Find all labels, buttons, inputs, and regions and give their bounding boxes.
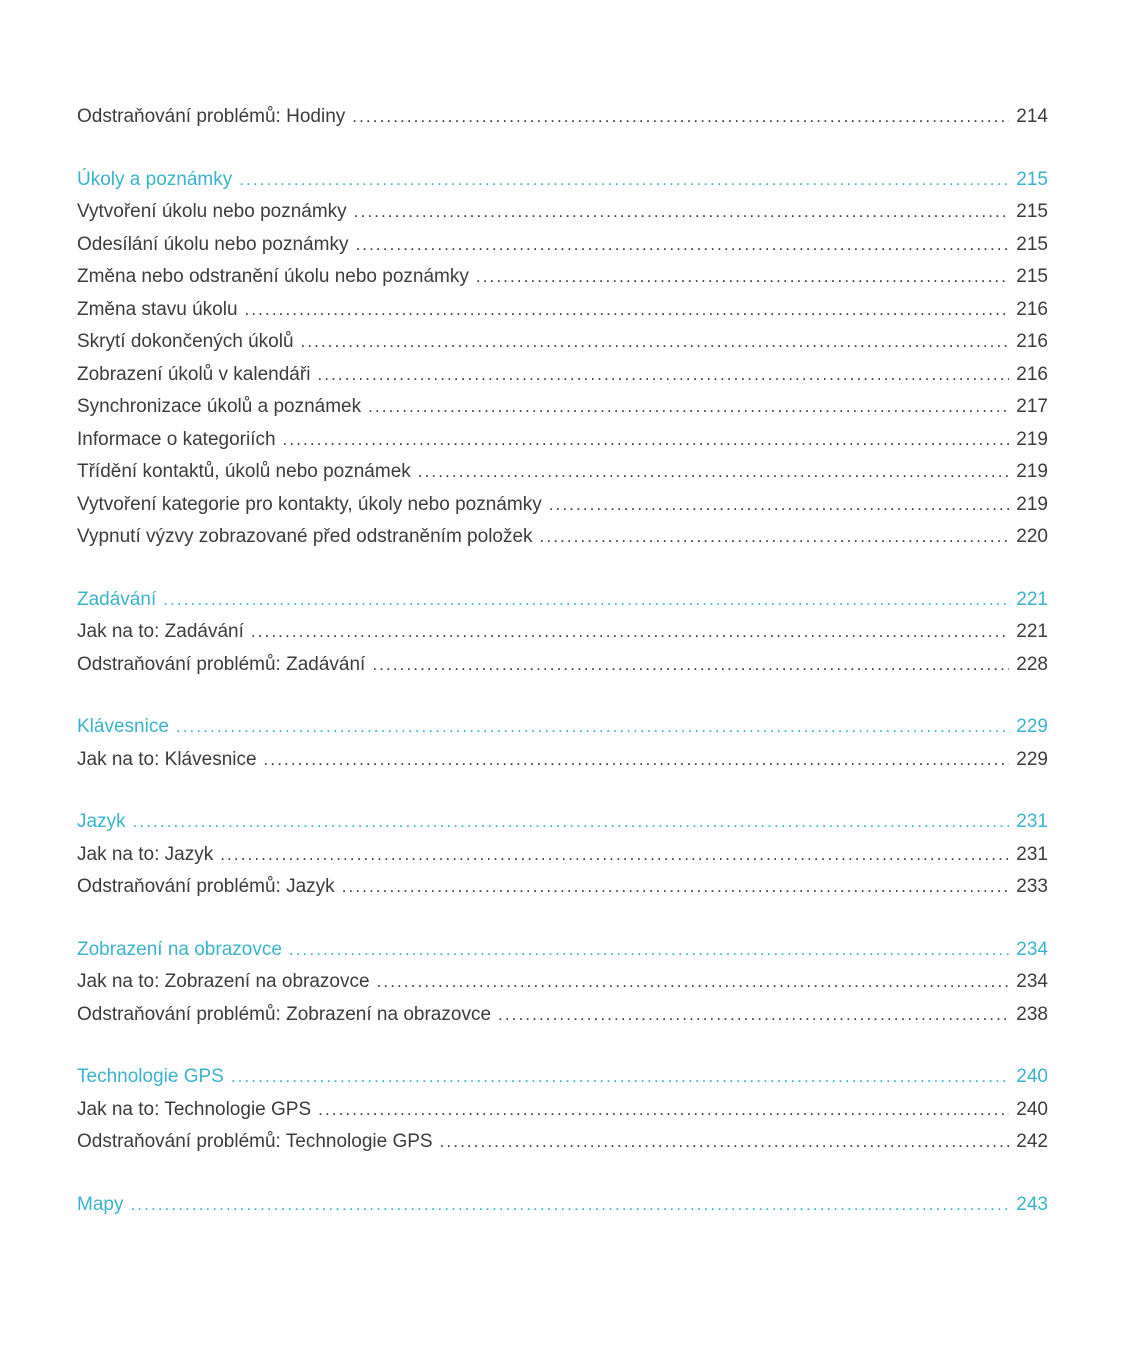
toc-entry-page: 219	[1016, 428, 1048, 450]
toc-entry-page: 220	[1016, 526, 1048, 547]
toc-section	[77, 1189, 1048, 1222]
toc-entry-page: 234	[1016, 938, 1048, 960]
toc-entry-label: Změna stavu úkolu	[77, 298, 238, 320]
toc-chapter-heading[interactable]	[77, 1061, 1048, 1094]
toc-leader-dots	[318, 1094, 1009, 1127]
toc-section	[77, 101, 1048, 134]
toc-leader-dots	[163, 584, 1009, 617]
toc-leader-dots	[220, 839, 1009, 872]
toc-entry-page: 228	[1016, 653, 1048, 675]
toc-entry[interactable]	[77, 391, 1048, 424]
toc-chapter-heading[interactable]	[77, 164, 1048, 197]
toc-leader-dots	[498, 999, 1009, 1032]
toc-entry-page: 215	[1016, 233, 1048, 255]
toc-entry-label: Odesílání úkolu nebo poznámky	[77, 233, 349, 255]
toc-leader-dots	[540, 521, 1009, 554]
toc-entry[interactable]	[77, 229, 1048, 262]
toc-entry-page: 240	[1016, 1066, 1048, 1087]
toc-entry[interactable]	[77, 424, 1048, 457]
toc-entry-label: Mapy	[77, 1193, 124, 1215]
toc-entry-page: 215	[1016, 168, 1048, 190]
toc-entry-label: Technologie GPS	[77, 1066, 224, 1087]
toc-leader-dots	[245, 294, 1009, 327]
toc-leader-dots	[418, 456, 1009, 489]
toc-leader-dots	[283, 424, 1009, 457]
toc-entry-page: 221	[1016, 588, 1048, 610]
toc-entry-label: Vypnutí výzvy zobrazované před odstraněním položek	[77, 526, 533, 547]
toc-entry-label: Jak na to: Jazyk	[77, 843, 214, 865]
toc-entry[interactable]	[77, 649, 1048, 682]
toc-chapter-heading[interactable]	[77, 934, 1048, 967]
toc-entry-page: 216	[1016, 363, 1048, 385]
toc-entry-page: 217	[1016, 396, 1048, 417]
toc-entry-label: Úkoly a poznámky	[77, 168, 233, 190]
toc-entry-page: 214	[1016, 106, 1048, 127]
toc-section	[77, 164, 1048, 554]
toc-entry-label: Vytvoření úkolu nebo poznámky	[77, 201, 347, 222]
toc-entry-page: 215	[1016, 201, 1048, 222]
toc-entry[interactable]	[77, 966, 1048, 999]
toc-section	[77, 584, 1048, 682]
toc-entry-label: Zadávání	[77, 588, 157, 610]
toc-entry-label: Jak na to: Zobrazení na obrazovce	[77, 971, 370, 992]
toc-leader-dots	[354, 196, 1009, 229]
toc-entry[interactable]	[77, 456, 1048, 489]
toc-leader-dots	[317, 359, 1009, 392]
toc-leader-dots	[289, 934, 1009, 967]
toc-entry[interactable]	[77, 326, 1048, 359]
toc-entry-page: 231	[1016, 811, 1048, 832]
toc-chapter-heading[interactable]	[77, 584, 1048, 617]
toc-entry-label: Klávesnice	[77, 716, 169, 737]
toc	[77, 101, 1048, 1221]
toc-entry[interactable]	[77, 1126, 1048, 1159]
toc-leader-dots	[549, 489, 1009, 522]
toc-entry-label: Odstraňování problémů: Jazyk	[77, 876, 335, 897]
toc-entry[interactable]	[77, 521, 1048, 554]
toc-leader-dots	[231, 1061, 1009, 1094]
toc-entry-label: Zobrazení na obrazovce	[77, 938, 282, 960]
toc-entry-label: Jak na to: Klávesnice	[77, 748, 257, 770]
toc-entry-page: 219	[1016, 461, 1048, 482]
toc-entry-page: 219	[1016, 493, 1048, 515]
toc-entry-page: 221	[1016, 621, 1048, 642]
toc-entry-page: 234	[1016, 971, 1048, 992]
toc-chapter-heading[interactable]	[77, 711, 1048, 744]
toc-entry-page: 215	[1016, 266, 1048, 287]
toc-entry[interactable]	[77, 839, 1048, 872]
toc-entry-page: 242	[1016, 1131, 1048, 1152]
toc-entry[interactable]	[77, 196, 1048, 229]
toc-entry[interactable]	[77, 999, 1048, 1032]
toc-entry-page: 229	[1016, 748, 1048, 770]
toc-section	[77, 934, 1048, 1032]
toc-entry[interactable]	[77, 1094, 1048, 1127]
toc-entry[interactable]	[77, 489, 1048, 522]
toc-entry-page: 229	[1016, 716, 1048, 737]
toc-entry-label: Odstraňování problémů: Hodiny	[77, 106, 346, 127]
toc-leader-dots	[342, 871, 1009, 904]
toc-section	[77, 711, 1048, 776]
toc-section	[77, 1061, 1048, 1159]
toc-entry-label: Odstraňování problémů: Zobrazení na obrazovce	[77, 1003, 492, 1025]
toc-leader-dots	[264, 744, 1009, 777]
toc-entry[interactable]	[77, 616, 1048, 649]
toc-leader-dots	[440, 1126, 1009, 1159]
toc-entry-label: Jak na to: Zadávání	[77, 621, 244, 642]
toc-entry-page: 240	[1016, 1098, 1048, 1120]
toc-entry[interactable]	[77, 101, 1048, 134]
toc-entry[interactable]	[77, 261, 1048, 294]
toc-chapter-heading[interactable]	[77, 806, 1048, 839]
toc-entry-label: Informace o kategoriích	[77, 428, 276, 450]
toc-leader-dots	[352, 101, 1009, 134]
toc-leader-dots	[372, 649, 1009, 682]
toc-entry-label: Jak na to: Technologie GPS	[77, 1098, 312, 1120]
toc-entry-label: Třídění kontaktů, úkolů nebo poznámek	[77, 461, 411, 482]
toc-leader-dots	[130, 1189, 1009, 1222]
toc-entry-label: Změna nebo odstranění úkolu nebo poznámky	[77, 266, 469, 287]
toc-entry-page: 238	[1016, 1003, 1048, 1025]
toc-leader-dots	[176, 711, 1009, 744]
toc-leader-dots	[301, 326, 1009, 359]
toc-leader-dots	[251, 616, 1009, 649]
toc-leader-dots	[133, 806, 1009, 839]
toc-leader-dots	[377, 966, 1009, 999]
toc-entry-label: Odstraňování problémů: Technologie GPS	[77, 1131, 433, 1152]
toc-entry[interactable]	[77, 871, 1048, 904]
toc-entry-page: 216	[1016, 298, 1048, 320]
toc-leader-dots	[368, 391, 1009, 424]
toc-leader-dots	[355, 229, 1009, 262]
toc-entry-page: 216	[1016, 331, 1048, 352]
toc-entry-label: Jazyk	[77, 811, 126, 832]
toc-leader-dots	[476, 261, 1009, 294]
toc-entry-page: 231	[1016, 843, 1048, 865]
toc-entry-page: 243	[1016, 1193, 1048, 1215]
toc-entry-label: Odstraňování problémů: Zadávání	[77, 653, 366, 675]
toc-entry-label: Zobrazení úkolů v kalendáři	[77, 363, 311, 385]
toc-entry-label: Skrytí dokončených úkolů	[77, 331, 294, 352]
toc-entry[interactable]	[77, 359, 1048, 392]
toc-entry[interactable]	[77, 744, 1048, 777]
toc-entry[interactable]	[77, 294, 1048, 327]
toc-entry-label: Vytvoření kategorie pro kontakty, úkoly nebo poznámky	[77, 493, 542, 515]
toc-chapter-heading[interactable]	[77, 1189, 1048, 1222]
toc-section	[77, 806, 1048, 904]
toc-leader-dots	[239, 164, 1009, 197]
toc-entry-label: Synchronizace úkolů a poznámek	[77, 396, 362, 417]
toc-entry-page: 233	[1016, 876, 1048, 897]
